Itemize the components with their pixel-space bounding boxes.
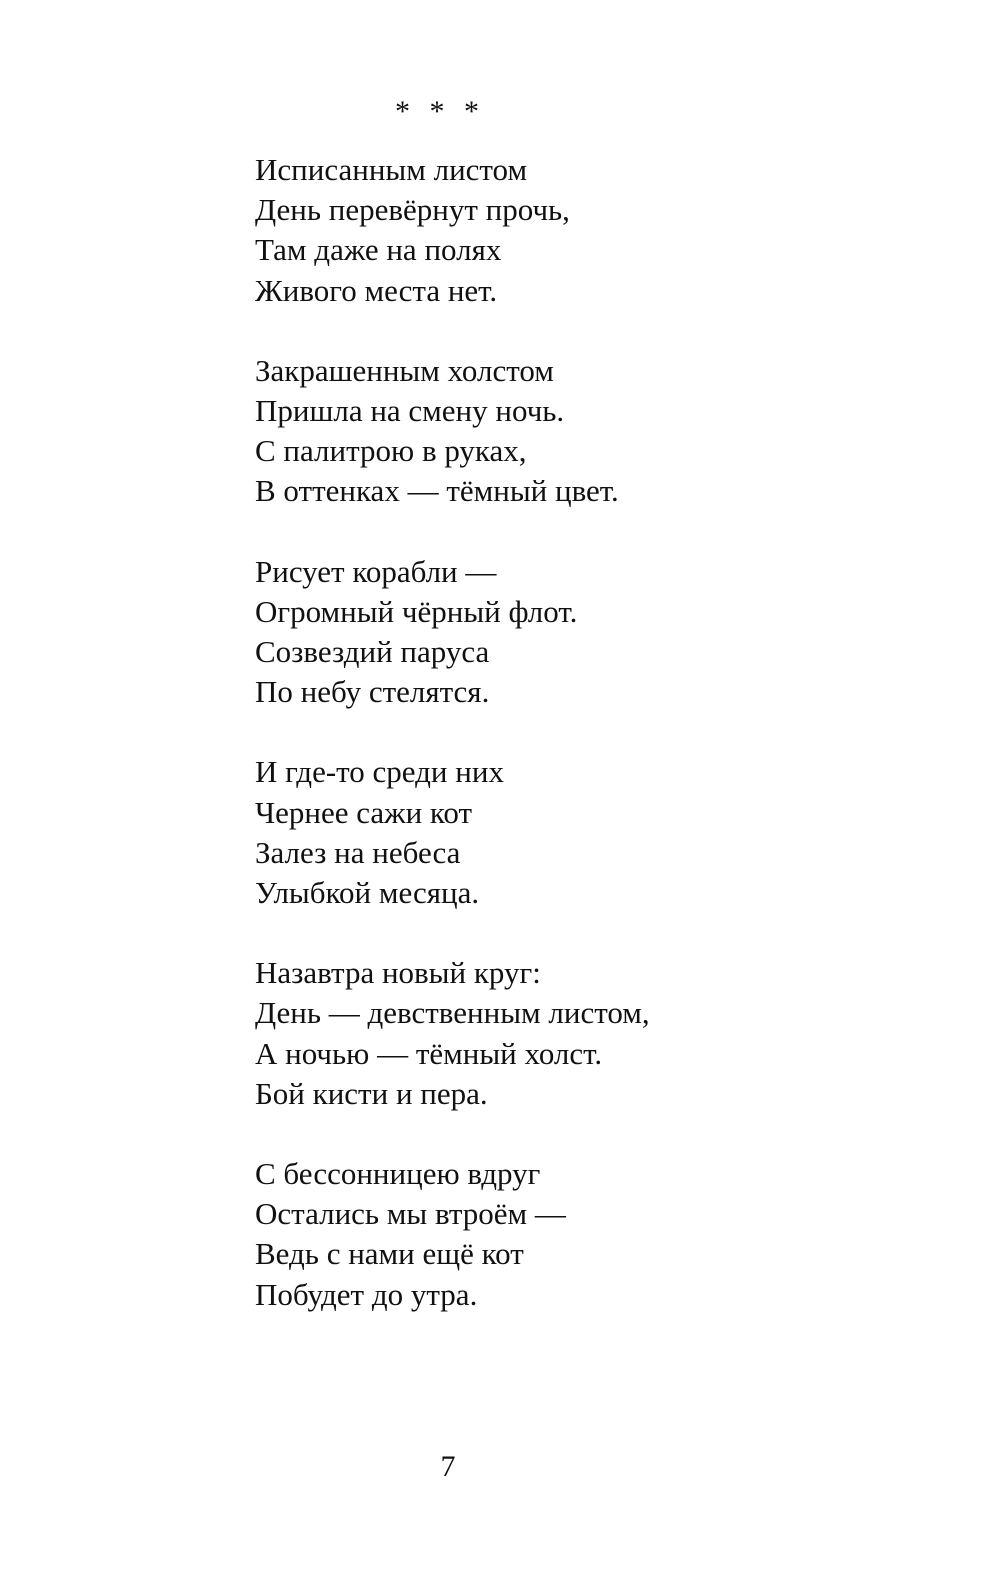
page-number: 7 (440, 1450, 456, 1483)
poem-line: Залез на небеса (255, 834, 461, 870)
poem-line: Живого места нет. (255, 272, 498, 308)
poem-line: Чернее сажи кот (255, 794, 473, 830)
poem-line: С палитрою в руках, (255, 433, 527, 469)
stanza-3 (255, 552, 895, 713)
poem-line: Остались мы втроём — (255, 1196, 566, 1232)
poem-line: Назавтра новый круг: (255, 955, 541, 991)
stanza-6 (255, 1154, 895, 1315)
poem-line: Ведь с нами ещё кот (255, 1236, 524, 1272)
poem-line: День перевёрнут прочь, (255, 192, 570, 228)
poem-line: С бессонницею вдруг (255, 1156, 541, 1192)
poem-line: И где-то среди них (255, 754, 504, 790)
poem-line: В оттенках — тёмный цвет. (255, 473, 619, 509)
poem-line: Исписанным листом (255, 152, 528, 187)
poem-line: Пришла на смену ночь. (255, 393, 565, 429)
poem-line: Там даже на полях (255, 232, 502, 268)
stanza-4 (255, 752, 895, 913)
poem (255, 150, 895, 1355)
poem-line: Побудет до утра. (255, 1276, 478, 1312)
poem-line: Созвездий паруса (255, 634, 490, 670)
stanza-2 (255, 351, 895, 512)
poem-line: День — девственным листом, (255, 995, 650, 1031)
poem-line: А ночью — тёмный холст. (255, 1035, 603, 1071)
poem-line: Бой кисти и пера. (255, 1075, 488, 1111)
stanza-1 (255, 150, 895, 311)
poem-line: По небу стелятся. (255, 674, 490, 710)
poem-line: Рисует корабли — (255, 553, 497, 589)
poem-line: Улыбкой месяца. (255, 875, 480, 911)
section-ornament: * * * (395, 95, 485, 128)
stanza-5 (255, 953, 895, 1114)
poem-line: Огромный чёрный флот. (255, 593, 578, 629)
poem-line: Закрашенным холстом (255, 352, 554, 388)
